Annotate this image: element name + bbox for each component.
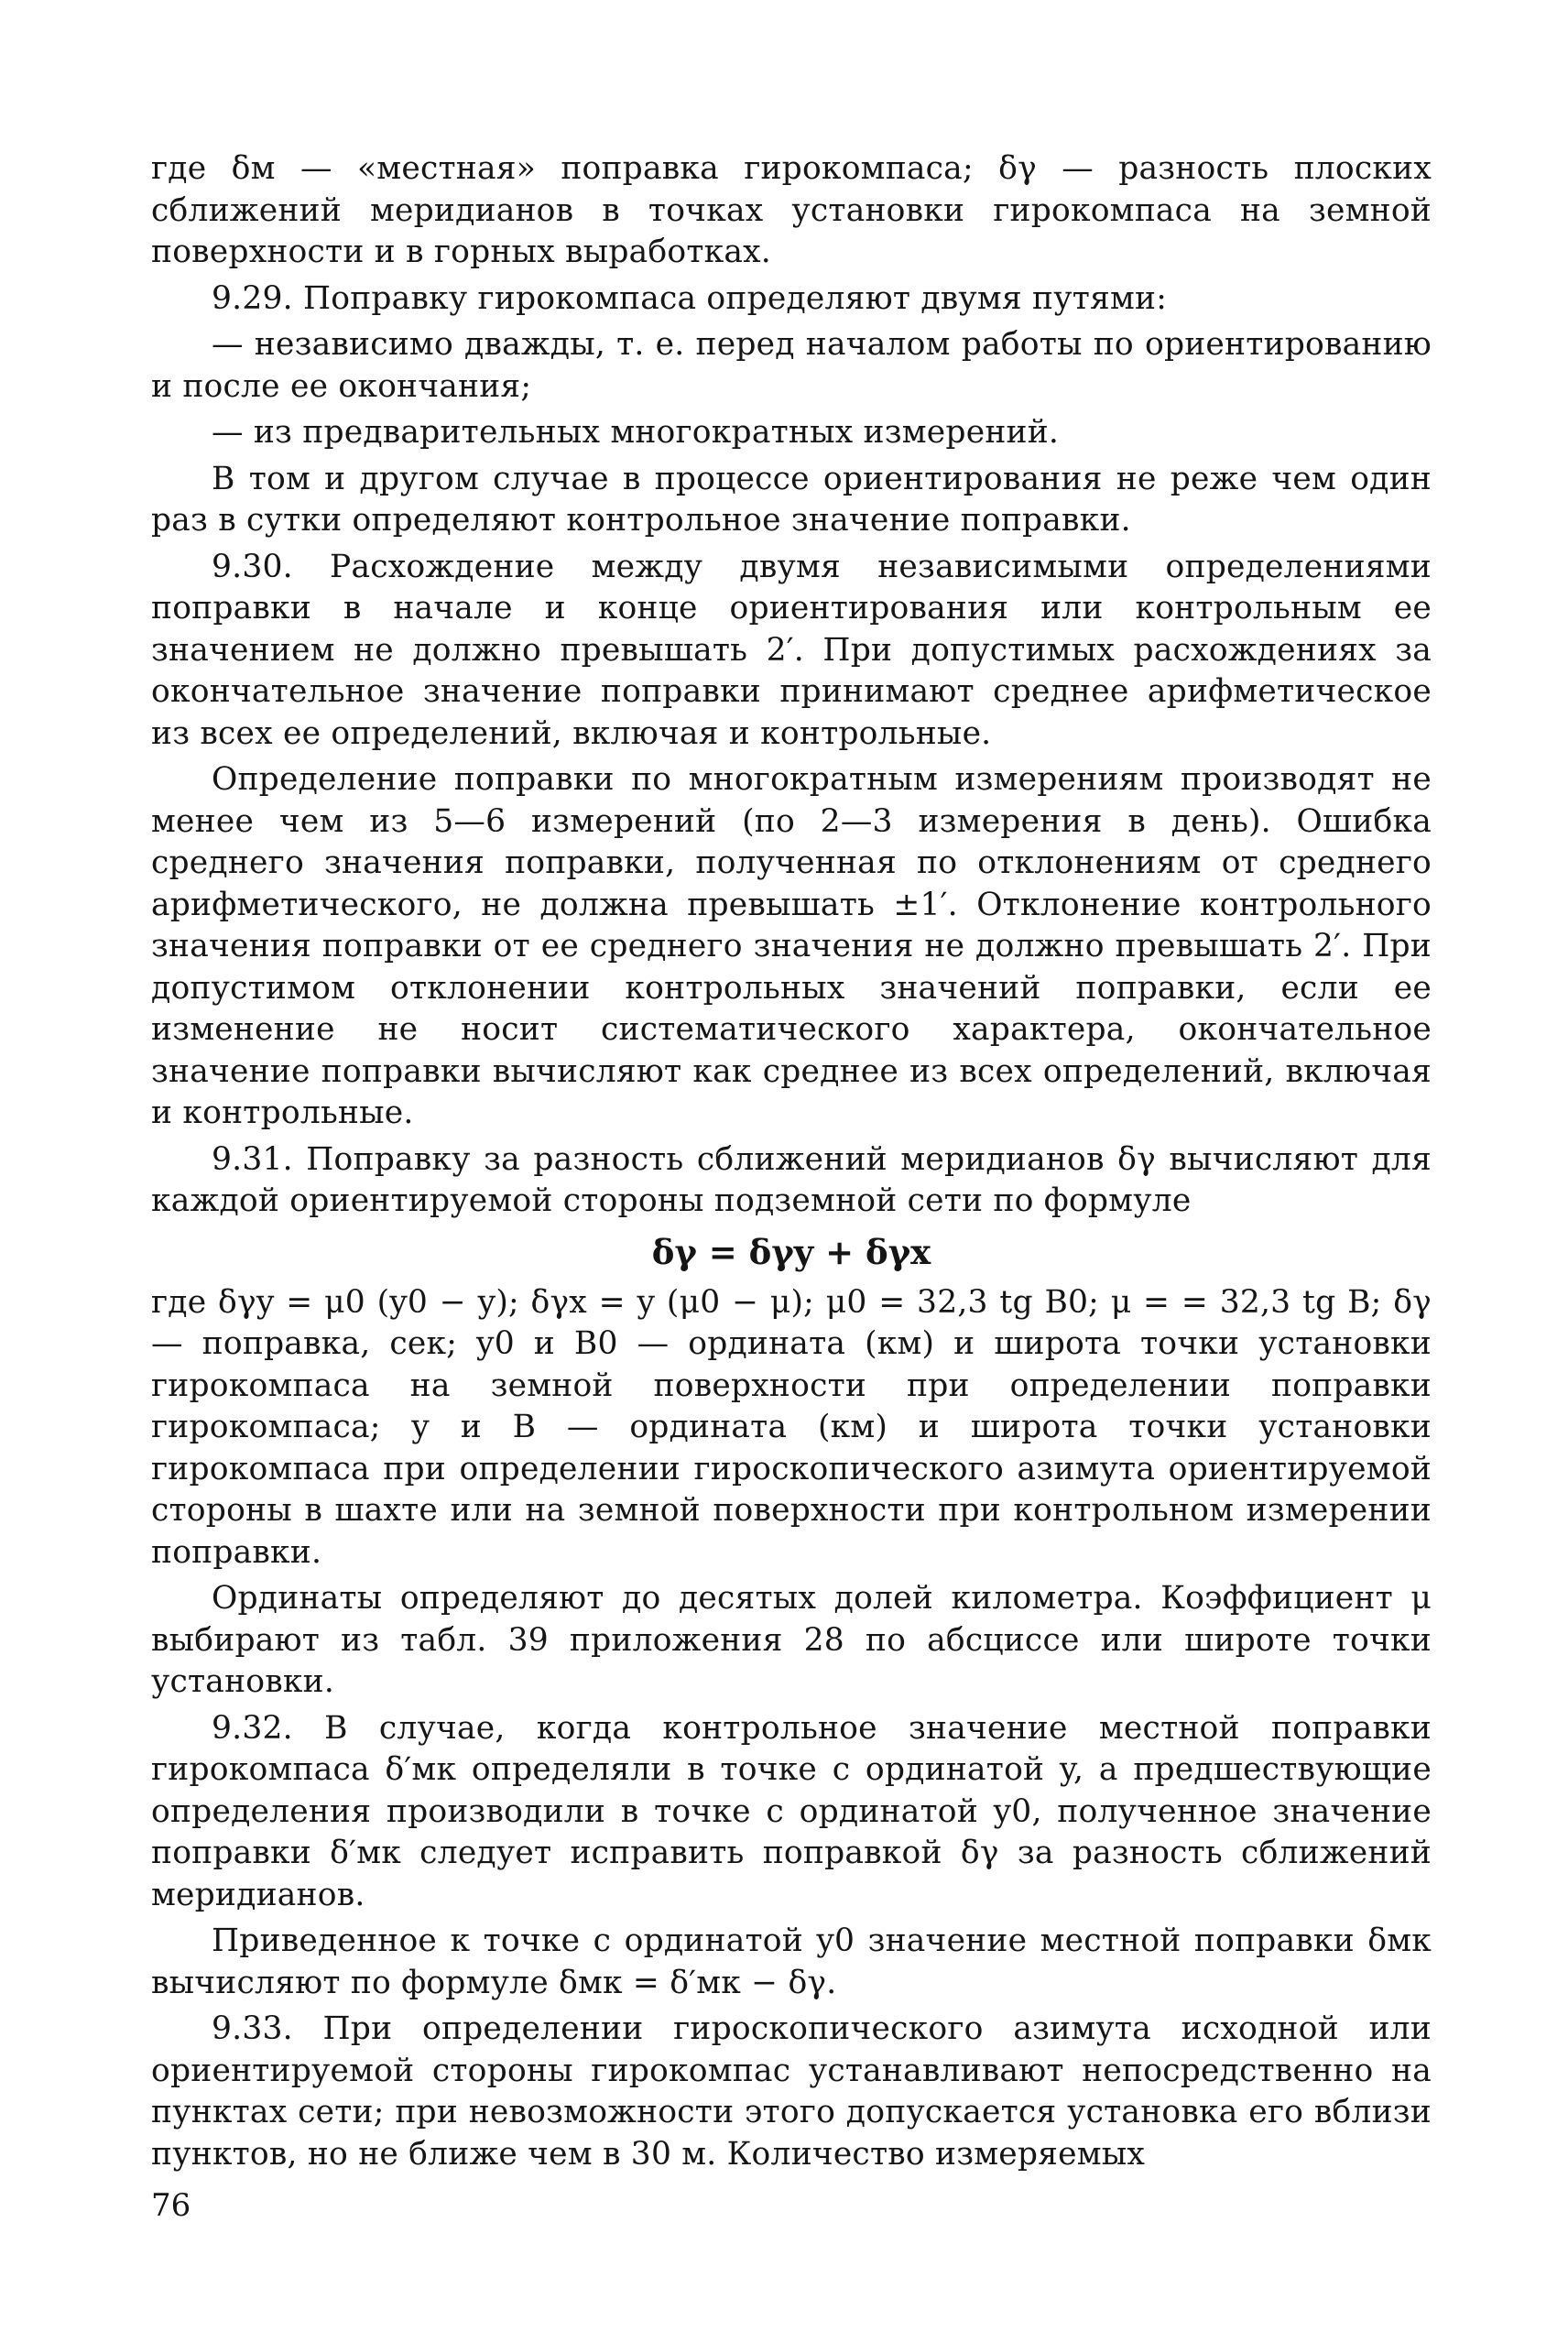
formula-delta-gamma: δγ = δγy + δγx	[651, 1231, 931, 1272]
paragraph-ordinates: Ординаты определяют до десятых долей километра. Коэффициент μ выбирают из табл. 39 приложения 28 по абсциссе или широте точки установки.	[151, 1580, 1432, 1700]
paragraph-reduced-value: Приведенное к точке с ординатой y0 значение местной поправки δмк вычисляют по формуле δмк = δ′мк − δγ.	[151, 1923, 1432, 2001]
paragraph-9-33: 9.33. При определении гироскопического азимута исходной или ориентируемой стороны гирокомпас устанавливают непосредственно на пунктах сети; при невозможности этого допускается установка его вблизи пунктов, но не ближе чем в 30 м. Количество измеряемых	[151, 2010, 1432, 2173]
paragraph-delta-definitions: где δм — «местная» поправка гирокомпаса; δγ — разность плоских сближений меридианов в точках установки гирокомпаса на земной поверхности и в горных выработках.	[151, 150, 1432, 270]
paragraph-method-preliminary: — из предварительных многократных измерений.	[212, 414, 1060, 451]
paragraph-multiple-measurements: Определение поправки по многократным измерениям производят не менее чем из 5—6 измерений (по 2—3 измерения в день). Ошибка среднего значения поправки, полученная по отклонениям от среднего арифметического, не должна превышать ±1′. Отклонение контрольного значения поправки от ее среднего значения не должно превышать 2′. При допустимом отклонении контрольных значений поправки, если ее изменение не носит систематического характера, окончательное значение поправки вычисляют как среднее из всех определений, включая и контрольные.	[151, 761, 1432, 1131]
paragraph-control-value: В том и другом случае в процессе ориентирования не реже чем один раз в сутки определяют контрольное значение поправки.	[151, 460, 1432, 539]
paragraph-9-31: 9.31. Поправку за разность сближений меридианов δγ вычисляют для каждой ориентируемой стороны подземной сети по формуле	[151, 1140, 1432, 1219]
paragraph-9-32: 9.32. В случае, когда контрольное значение местной поправки гирокомпаса δ′мк определяли в точке с ординатой y, а предшествующие определения производили в точке с ординатой y0, полученное значение поправки δ′мк следует исправить поправкой δγ за разность сближений меридианов.	[151, 1709, 1432, 1913]
page-number: 76	[151, 2187, 191, 2224]
paragraph-formula-explanation: где δγy = μ0 (y0 − y); δγx = y (μ0 − μ); μ0 = 32,3 tg B0; μ = = 32,3 tg B; δγ — поправка, сек; y0 и B0 — ордината (км) и широта точки установки гирокомпаса на земной поверхности при определении поправки гирокомпаса; y и B — ордината (км) и широта точки установки гирокомпаса при определении гироскопического азимута ориентируемой стороны в шахте или на земной поверхности при контрольном измерении поправки.	[151, 1283, 1432, 1571]
page-body	[151, 148, 1432, 2180]
paragraph-9-30: 9.30. Расхождение между двумя независимыми определениями поправки в начале и конце ориентирования или контрольным ее значением не должно превышать 2′. При допустимых расхождениях за окончательное значение поправки принимают среднее арифметическое из всех ее определений, включая и контрольные.	[151, 548, 1432, 752]
paragraph-method-independent: — независимо дважды, т. е. перед началом работы по ориентированию и после ее окончания;	[151, 326, 1432, 405]
paragraph-9-29: 9.29. Поправку гирокомпаса определяют двумя путями:	[212, 279, 1168, 317]
